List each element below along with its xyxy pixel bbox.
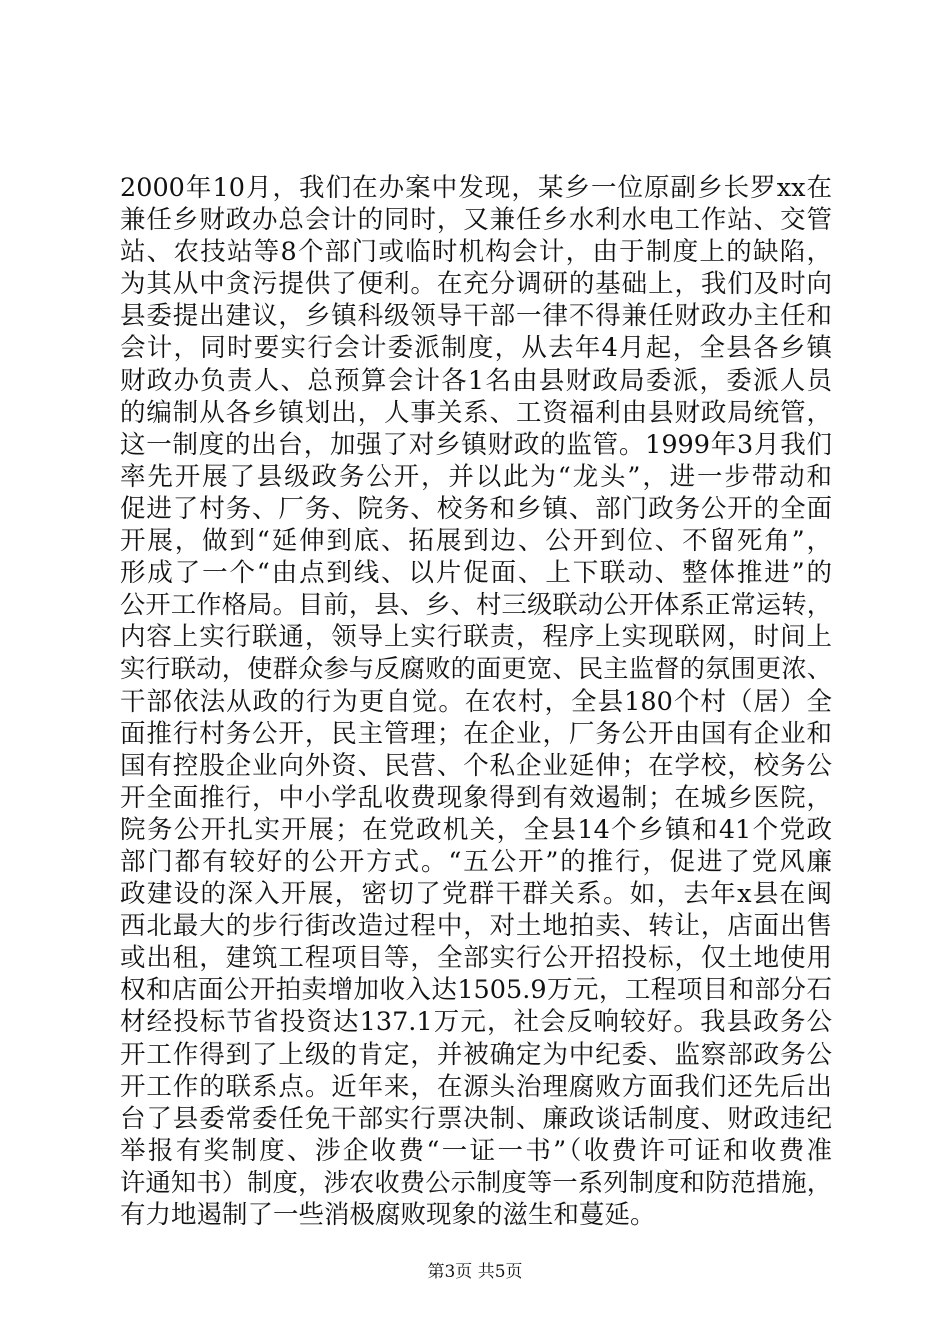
text-line: 实行联动，使群众参与反腐败的面更宽、民主监督的氛围更浓、	[120, 654, 832, 684]
text-line: 院务公开扎实开展；在党政机关，全县14个乡镇和41个党政	[120, 814, 832, 845]
text-line: 西北最大的步行街改造过程中，对土地拍卖、转让，店面出售	[120, 911, 832, 942]
text-line: 干部依法从政的行为更自觉。在农村，全县180个村（居）全	[120, 686, 832, 717]
text-line: 台了县委常委任免干部实行票决制、廉政谈话制度、财政违纪	[120, 1103, 832, 1134]
text-line: 促进了村务、厂务、院务、校务和乡镇、部门政务公开的全面	[120, 493, 832, 524]
text-line: 开工作得到了上级的肯定，并被确定为中纪委、监察部政务公	[120, 1039, 832, 1070]
text-line: 面推行村务公开，民主管理；在企业，厂务公开由国有企业和	[120, 718, 832, 749]
text-line: 内容上实行联通，领导上实行联责，程序上实现联网，时间上	[120, 622, 832, 653]
text-line: 开全面推行，中小学乱收费现象得到有效遏制；在城乡医院，	[120, 782, 832, 813]
text-line: 为其从中贪污提供了便利。在充分调研的基础上，我们及时向	[120, 269, 832, 300]
text-line: 形成了一个“由点到线、以片促面、上下联动、整体推进”的	[120, 558, 832, 589]
page-number-footer: 第3页 共5页	[427, 1262, 523, 1282]
text-line: 这一制度的出台，加强了对乡镇财政的监管。1999年3月我们	[120, 429, 832, 460]
text-line: 兼任乡财政办总会计的同时，又兼任乡水利水电工作站、交管	[120, 205, 832, 236]
text-line: 2000年10月，我们在办案中发现，某乡一位原副乡长罗xx在	[120, 173, 832, 203]
text-line: 政建设的深入开展，密切了党群干群关系。如，去年x县在闽	[120, 879, 832, 910]
text-line: 会计，同时要实行会计委派制度，从去年4月起，全县各乡镇	[120, 333, 832, 364]
text-line: 举报有奖制度、涉企收费“一证一书”（收费许可证和收费准	[120, 1135, 832, 1166]
text-line: 开展，做到“延伸到底、拓展到边、公开到位、不留死角”，	[120, 526, 832, 557]
text-line: 有力地遏制了一些消极腐败现象的滋生和蔓延。	[120, 1200, 656, 1230]
text-line: 国有控股企业向外资、民营、个私企业延伸；在学校，校务公	[120, 750, 832, 781]
text-line: 材经投标节省投资达137.1万元，社会反响较好。我县政务公	[120, 1007, 832, 1038]
text-line: 的编制从各乡镇划出，人事关系、工资福利由县财政局统管，	[120, 397, 832, 428]
text-line: 许通知书）制度，涉农收费公示制度等一系列制度和防范措施，	[120, 1167, 832, 1197]
text-line: 部门都有较好的公开方式。“五公开”的推行，促进了党风廉	[120, 846, 832, 877]
text-line: 开工作的联系点。近年来，在源头治理腐败方面我们还先后出	[120, 1071, 832, 1102]
text-line: 或出租，建筑工程项目等，全部实行公开招投标，仅土地使用	[120, 943, 832, 974]
text-line: 县委提出建议，乡镇科级领导干部一律不得兼任财政办主任和	[120, 301, 832, 332]
body-paragraph	[120, 172, 832, 1231]
text-line: 公开工作格局。目前，县、乡、村三级联动公开体系正常运转，	[120, 590, 832, 620]
text-line: 权和店面公开拍卖增加收入达1505.9万元，工程项目和部分石	[120, 975, 832, 1006]
text-line: 率先开展了县级政务公开，并以此为“龙头”，进一步带动和	[120, 461, 832, 492]
text-line: 财政办负责人、总预算会计各1名由县财政局委派，委派人员	[120, 365, 832, 396]
text-line: 站、农技站等8个部门或临时机构会计，由于制度上的缺陷，	[120, 237, 832, 268]
